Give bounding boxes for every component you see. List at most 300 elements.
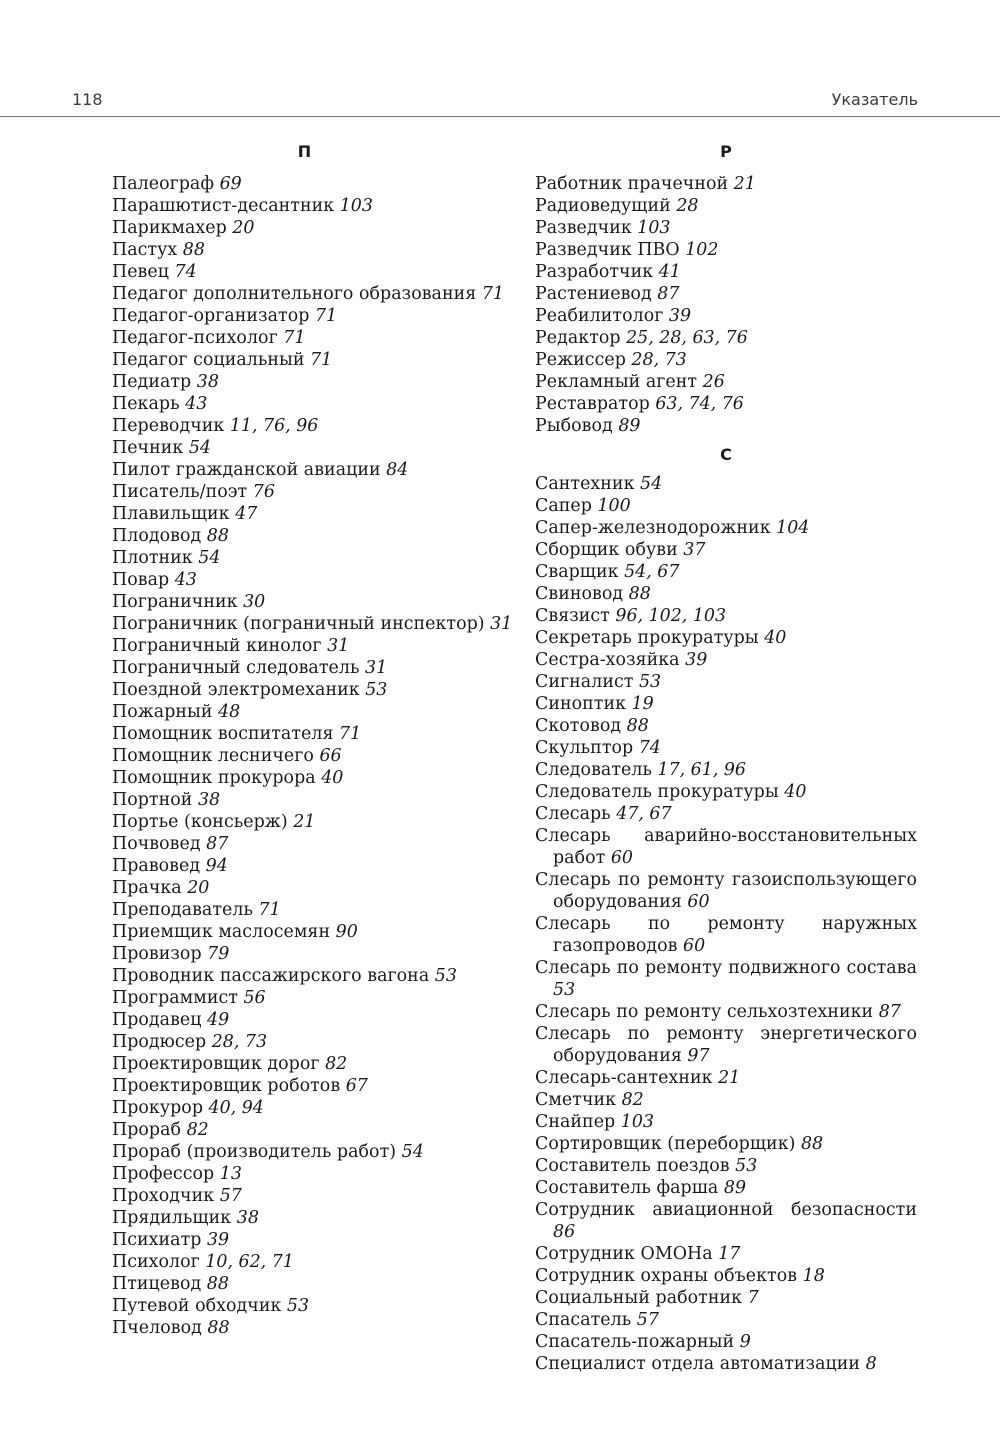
index-entry <box>112 283 512 305</box>
entry-pages: 87 <box>878 1002 901 1022</box>
entry-pages: 60 <box>610 848 633 868</box>
entry-pages: 54 <box>198 548 221 568</box>
index-entry <box>112 657 512 679</box>
entry-term: Портной <box>112 790 193 810</box>
entry-pages: 19 <box>631 694 654 714</box>
entry-term: Плодовод <box>112 526 202 546</box>
entry-pages: 54 <box>640 474 663 494</box>
entry-term: Писатель/поэт <box>112 482 248 502</box>
entry-term: Сметчик <box>535 1090 617 1110</box>
index-entry <box>112 613 512 635</box>
entry-term: Птицевод <box>112 1274 202 1294</box>
index-list <box>535 473 917 1375</box>
index-entry <box>535 1089 917 1111</box>
header-rule <box>0 116 1000 117</box>
entry-pages: 47, 67 <box>616 804 672 824</box>
index-entry <box>535 913 917 957</box>
entry-term: Пастух <box>112 240 178 260</box>
entry-pages: 54, 67 <box>624 562 680 582</box>
entry-term: Сестра-хозяйка <box>535 650 680 670</box>
entry-term: Пожарный <box>112 702 213 722</box>
entry-term: Психолог <box>112 1252 200 1272</box>
entry-pages: 17, 61, 96 <box>657 760 746 780</box>
entry-pages: 87 <box>657 284 680 304</box>
index-entry <box>112 635 512 657</box>
entry-pages: 28, 73 <box>211 1032 268 1052</box>
entry-pages: 40, 94 <box>208 1098 264 1118</box>
entry-pages: 102 <box>685 240 719 260</box>
index-entry <box>112 679 512 701</box>
entry-term: Педиатр <box>112 372 192 392</box>
entry-term: Проектировщик роботов <box>112 1076 341 1096</box>
entry-pages: 26 <box>702 372 725 392</box>
index-entry <box>112 459 512 481</box>
entry-pages: 104 <box>776 518 810 538</box>
index-entry <box>535 583 917 605</box>
index-entry <box>112 1119 512 1141</box>
entry-pages: 53 <box>638 672 662 692</box>
index-entry <box>535 693 917 715</box>
entry-pages: 28 <box>676 196 699 216</box>
entry-pages: 87 <box>206 834 229 854</box>
index-entry <box>535 349 917 371</box>
index-entry <box>112 877 512 899</box>
entry-term: Программист <box>112 988 238 1008</box>
entry-pages: 9 <box>739 1332 751 1352</box>
section-letter: П <box>297 142 312 161</box>
index-entry <box>535 869 917 913</box>
section-letter: С <box>720 445 732 464</box>
left-column <box>112 140 512 1339</box>
index-entry <box>112 591 512 613</box>
entry-pages: 88 <box>800 1134 824 1154</box>
entry-term: Сотрудник охраны объектов <box>535 1266 798 1286</box>
entry-pages: 31 <box>490 614 513 634</box>
index-entry <box>535 1243 917 1265</box>
entry-pages: 53 <box>434 966 457 986</box>
entry-term: Педагог-психолог <box>112 328 278 348</box>
entry-term: Спасатель-пожарный <box>535 1332 735 1352</box>
entry-pages: 88 <box>207 1318 230 1338</box>
entry-term: Социальный работник <box>535 1288 743 1308</box>
index-entry <box>112 217 512 239</box>
index-entry <box>112 415 512 437</box>
index-entry <box>535 195 917 217</box>
entry-pages: 60 <box>683 936 706 956</box>
entry-pages: 39 <box>668 306 692 326</box>
index-entry <box>535 283 917 305</box>
entry-pages: 38 <box>197 790 221 810</box>
index-entry <box>535 261 917 283</box>
entry-pages: 71 <box>339 724 362 744</box>
entry-term: Почвовед <box>112 834 201 854</box>
index-entry <box>112 767 512 789</box>
index-entry <box>112 701 512 723</box>
entry-pages: 49 <box>207 1010 230 1030</box>
entry-pages: 54 <box>401 1142 424 1162</box>
index-entry <box>535 671 917 693</box>
entry-pages: 20 <box>187 878 210 898</box>
right-column <box>535 140 917 1375</box>
index-entry <box>535 1067 917 1089</box>
entry-term: Прокурор <box>112 1098 204 1118</box>
entry-pages: 88 <box>206 1274 229 1294</box>
entry-pages: 39 <box>206 1230 230 1250</box>
index-entry <box>112 1031 512 1053</box>
page-number: 118 <box>72 90 103 109</box>
index-entry <box>535 1177 917 1199</box>
section-letter: Р <box>720 142 732 161</box>
index-entry <box>112 921 512 943</box>
entry-term: Пограничный кинолог <box>112 636 322 656</box>
entry-pages: 47 <box>235 504 258 524</box>
index-entry <box>535 803 917 825</box>
index-entry <box>112 965 512 987</box>
entry-pages: 38 <box>196 372 219 392</box>
index-entry <box>535 1331 917 1353</box>
index-entry <box>112 327 512 349</box>
entry-term: Спасатель <box>535 1310 632 1330</box>
index-entry <box>535 1265 917 1287</box>
entry-term: Слесарь <box>535 804 611 824</box>
entry-pages: 82 <box>186 1120 209 1140</box>
entry-term: Рекламный агент <box>535 372 698 392</box>
entry-pages: 100 <box>597 496 631 516</box>
entry-term: Слесарь по ремонту энергетического оборудования <box>535 1024 917 1066</box>
entry-term: Связист <box>535 606 610 626</box>
entry-term: Слесарь по ремонту сельхозтехники <box>535 1002 874 1022</box>
entry-pages: 88 <box>182 240 205 260</box>
index-entry <box>535 305 917 327</box>
entry-term: Портье (консьерж) <box>112 812 288 832</box>
index-entry <box>535 1287 917 1309</box>
entry-pages: 89 <box>723 1178 747 1198</box>
entry-pages: 71 <box>481 284 504 304</box>
entry-pages: 28, 73 <box>631 350 687 370</box>
index-entry <box>112 1229 512 1251</box>
entry-pages: 84 <box>386 460 409 480</box>
index-entry <box>535 415 917 437</box>
entry-term: Профессор <box>112 1164 215 1184</box>
entry-term: Разведчик ПВО <box>535 240 680 260</box>
entry-pages: 88 <box>628 584 651 604</box>
index-entry <box>535 737 917 759</box>
entry-term: Педагог социальный <box>112 350 305 370</box>
entry-term: Составитель поездов <box>535 1156 730 1176</box>
index-entry <box>535 517 917 539</box>
entry-term: Сотрудник ОМОНа <box>535 1244 713 1264</box>
index-list <box>535 173 917 437</box>
entry-term: Сигналист <box>535 672 634 692</box>
entry-pages: 57 <box>219 1186 242 1206</box>
entry-term: Следователь прокуратуры <box>535 782 779 802</box>
entry-pages: 48 <box>218 702 241 722</box>
index-entry <box>112 437 512 459</box>
entry-pages: 21 <box>293 812 316 832</box>
entry-term: Пчеловод <box>112 1318 202 1338</box>
entry-term: Радиоведущий <box>535 196 671 216</box>
entry-term: Слесарь аварийно-восстановительных работ <box>535 826 917 868</box>
index-entry <box>535 1353 917 1375</box>
entry-pages: 40 <box>764 628 787 648</box>
entry-pages: 31 <box>365 658 388 678</box>
entry-pages: 96, 102, 103 <box>615 606 727 626</box>
index-entry <box>535 649 917 671</box>
entry-pages: 41 <box>658 262 681 282</box>
index-entry <box>112 393 512 415</box>
index-list <box>112 173 512 1339</box>
index-entry <box>535 217 917 239</box>
index-entry <box>535 781 917 803</box>
entry-pages: 53 <box>286 1296 310 1316</box>
index-entry <box>112 833 512 855</box>
entry-term: Сварщик <box>535 562 619 582</box>
entry-pages: 20 <box>232 218 255 238</box>
entry-pages: 13 <box>219 1164 242 1184</box>
entry-term: Поездной электромеханик <box>112 680 360 700</box>
index-entry <box>535 1155 917 1177</box>
index-entry <box>112 1251 512 1273</box>
entry-pages: 82 <box>325 1054 348 1074</box>
entry-term: Работник прачечной <box>535 174 729 194</box>
entry-term: Рыбовод <box>535 416 613 436</box>
entry-pages: 43 <box>174 570 197 590</box>
entry-term: Сапер-железнодорожник <box>535 518 771 538</box>
index-entry <box>535 715 917 737</box>
entry-term: Слесарь по ремонту подвижного состава <box>535 958 917 978</box>
index-entry <box>112 569 512 591</box>
entry-term: Разведчик <box>535 218 632 238</box>
index-entry <box>535 1001 917 1023</box>
entry-term: Следователь <box>535 760 652 780</box>
entry-pages: 63, 74, 76 <box>655 394 744 414</box>
entry-pages: 103 <box>620 1112 654 1132</box>
entry-term: Скульптор <box>535 738 634 758</box>
index-entry <box>112 349 512 371</box>
entry-term: Психиатр <box>112 1230 202 1250</box>
entry-term: Редактор <box>535 328 621 348</box>
entry-pages: 88 <box>626 716 649 736</box>
entry-pages: 37 <box>683 540 706 560</box>
index-entry <box>112 261 512 283</box>
running-title: Указатель <box>831 90 918 109</box>
entry-pages: 67 <box>345 1076 368 1096</box>
entry-term: Реставратор <box>535 394 650 414</box>
entry-pages: 74 <box>638 738 661 758</box>
entry-term: Слесарь по ремонту наружных газопроводов <box>535 914 917 956</box>
entry-pages: 40 <box>321 768 344 788</box>
index-entry <box>535 327 917 349</box>
entry-term: Пекарь <box>112 394 180 414</box>
entry-pages: 94 <box>205 856 228 876</box>
entry-term: Слесарь по ремонту газоиспользующего оборудования <box>535 870 917 912</box>
entry-term: Повар <box>112 570 170 590</box>
entry-term: Плотник <box>112 548 193 568</box>
index-entry <box>112 745 512 767</box>
entry-term: Парикмахер <box>112 218 227 238</box>
entry-term: Слесарь-сантехник <box>535 1068 713 1088</box>
entry-term: Переводчик <box>112 416 225 436</box>
entry-pages: 10, 62, 71 <box>205 1252 294 1272</box>
index-entry <box>535 825 917 869</box>
entry-pages: 8 <box>865 1354 877 1374</box>
index-entry <box>112 723 512 745</box>
index-entry <box>112 1185 512 1207</box>
entry-term: Продавец <box>112 1010 202 1030</box>
entry-term: Сборщик обуви <box>535 540 678 560</box>
entry-pages: 88 <box>206 526 229 546</box>
entry-pages: 25, 28, 63, 76 <box>626 328 748 348</box>
index-entry <box>535 957 917 1001</box>
index-entry <box>535 627 917 649</box>
index-entry <box>112 547 512 569</box>
index-entry <box>112 1273 512 1295</box>
index-entry <box>112 503 512 525</box>
entry-pages: 7 <box>747 1288 759 1308</box>
index-entry <box>535 239 917 261</box>
entry-pages: 53 <box>553 980 576 1000</box>
entry-pages: 82 <box>621 1090 644 1110</box>
index-entry <box>112 943 512 965</box>
entry-term: Проектировщик дорог <box>112 1054 320 1074</box>
index-entry <box>112 195 512 217</box>
entry-pages: 54 <box>188 438 211 458</box>
entry-term: Сотрудник авиационной безопасности <box>535 1200 917 1220</box>
entry-term: Сантехник <box>535 474 635 494</box>
index-entry <box>112 305 512 327</box>
index-entry <box>112 1053 512 1075</box>
index-entry <box>535 561 917 583</box>
index-entry <box>535 539 917 561</box>
entry-pages: 103 <box>339 196 373 216</box>
entry-pages: 86 <box>553 1222 576 1242</box>
entry-term: Свиновод <box>535 584 624 604</box>
entry-pages: 38 <box>236 1208 259 1228</box>
entry-term: Правовед <box>112 856 201 876</box>
entry-pages: 53 <box>735 1156 758 1176</box>
index-entry <box>112 987 512 1009</box>
entry-term: Путевой обходчик <box>112 1296 282 1316</box>
entry-term: Печник <box>112 438 184 458</box>
index-entry <box>535 1133 917 1155</box>
entry-pages: 71 <box>314 306 338 326</box>
entry-term: Растениевод <box>535 284 652 304</box>
entry-pages: 66 <box>319 746 342 766</box>
index-entry <box>112 1295 512 1317</box>
entry-pages: 56 <box>243 988 266 1008</box>
entry-pages: 60 <box>687 892 710 912</box>
index-entry <box>535 173 917 195</box>
index-entry <box>112 1075 512 1097</box>
entry-term: Плавильщик <box>112 504 230 524</box>
entry-pages: 39 <box>685 650 708 670</box>
entry-term: Пограничник <box>112 592 238 612</box>
entry-pages: 30 <box>243 592 266 612</box>
index-entry <box>112 1141 512 1163</box>
index-entry <box>112 173 512 195</box>
entry-pages: 43 <box>185 394 208 414</box>
entry-term: Проходчик <box>112 1186 215 1206</box>
index-entry <box>535 605 917 627</box>
entry-term: Педагог дополнительного образования <box>112 284 477 304</box>
entry-pages: 103 <box>637 218 671 238</box>
entry-term: Синоптик <box>535 694 627 714</box>
entry-term: Режиссер <box>535 350 626 370</box>
entry-term: Парашютист-десантник <box>112 196 335 216</box>
index-entry <box>535 393 917 415</box>
index-entry <box>112 789 512 811</box>
entry-term: Реабилитолог <box>535 306 664 326</box>
entry-term: Сапер <box>535 496 592 516</box>
entry-term: Секретарь прокуратуры <box>535 628 759 648</box>
entry-term: Помощник лесничего <box>112 746 314 766</box>
entry-pages: 53 <box>365 680 388 700</box>
entry-term: Пилот гражданской авиации <box>112 460 381 480</box>
index-entry <box>112 371 512 393</box>
index-entry <box>112 525 512 547</box>
entry-pages: 76 <box>252 482 275 502</box>
entry-pages: 57 <box>636 1310 659 1330</box>
entry-term: Певец <box>112 262 169 282</box>
entry-term: Провизор <box>112 944 202 964</box>
entry-term: Проводник пассажирского вагона <box>112 966 430 986</box>
entry-term: Разработчик <box>535 262 654 282</box>
index-entry <box>112 1207 512 1229</box>
index-entry <box>535 495 917 517</box>
entry-pages: 71 <box>283 328 306 348</box>
entry-pages: 69 <box>219 174 242 194</box>
index-entry <box>535 1199 917 1243</box>
entry-term: Пограничник (пограничный инспектор) <box>112 614 485 634</box>
index-entry <box>112 1097 512 1119</box>
entry-pages: 71 <box>310 350 333 370</box>
index-entry <box>112 811 512 833</box>
page-header <box>72 88 918 112</box>
entry-pages: 97 <box>687 1046 710 1066</box>
entry-term: Помощник воспитателя <box>112 724 334 744</box>
entry-term: Прядильщик <box>112 1208 232 1228</box>
entry-term: Специалист отдела автоматизации <box>535 1354 861 1374</box>
entry-term: Педагог-организатор <box>112 306 310 326</box>
index-entry <box>112 1163 512 1185</box>
entry-term: Прораб (производитель работ) <box>112 1142 397 1162</box>
index-entry <box>535 759 917 781</box>
index-entry <box>535 1309 917 1331</box>
entry-pages: 31 <box>327 636 350 656</box>
index-entry <box>535 473 917 495</box>
entry-term: Прачка <box>112 878 182 898</box>
entry-term: Скотовод <box>535 716 622 736</box>
entry-pages: 21 <box>718 1068 741 1088</box>
entry-pages: 79 <box>207 944 230 964</box>
entry-term: Продюсер <box>112 1032 207 1052</box>
entry-term: Составитель фарша <box>535 1178 719 1198</box>
index-entry <box>112 1009 512 1031</box>
entry-term: Пограничный следователь <box>112 658 360 678</box>
entry-term: Приемщик маслосемян <box>112 922 331 942</box>
entry-term: Сортировщик (переборщик) <box>535 1134 796 1154</box>
entry-term: Палеограф <box>112 174 215 194</box>
index-entry <box>535 371 917 393</box>
entry-pages: 11, 76, 96 <box>229 416 319 436</box>
entry-term: Прораб <box>112 1120 182 1140</box>
index-entry <box>112 239 512 261</box>
entry-pages: 74 <box>174 262 197 282</box>
index-entry <box>112 1317 512 1339</box>
entry-pages: 18 <box>802 1266 825 1286</box>
entry-pages: 40 <box>784 782 807 802</box>
entry-term: Снайпер <box>535 1112 616 1132</box>
